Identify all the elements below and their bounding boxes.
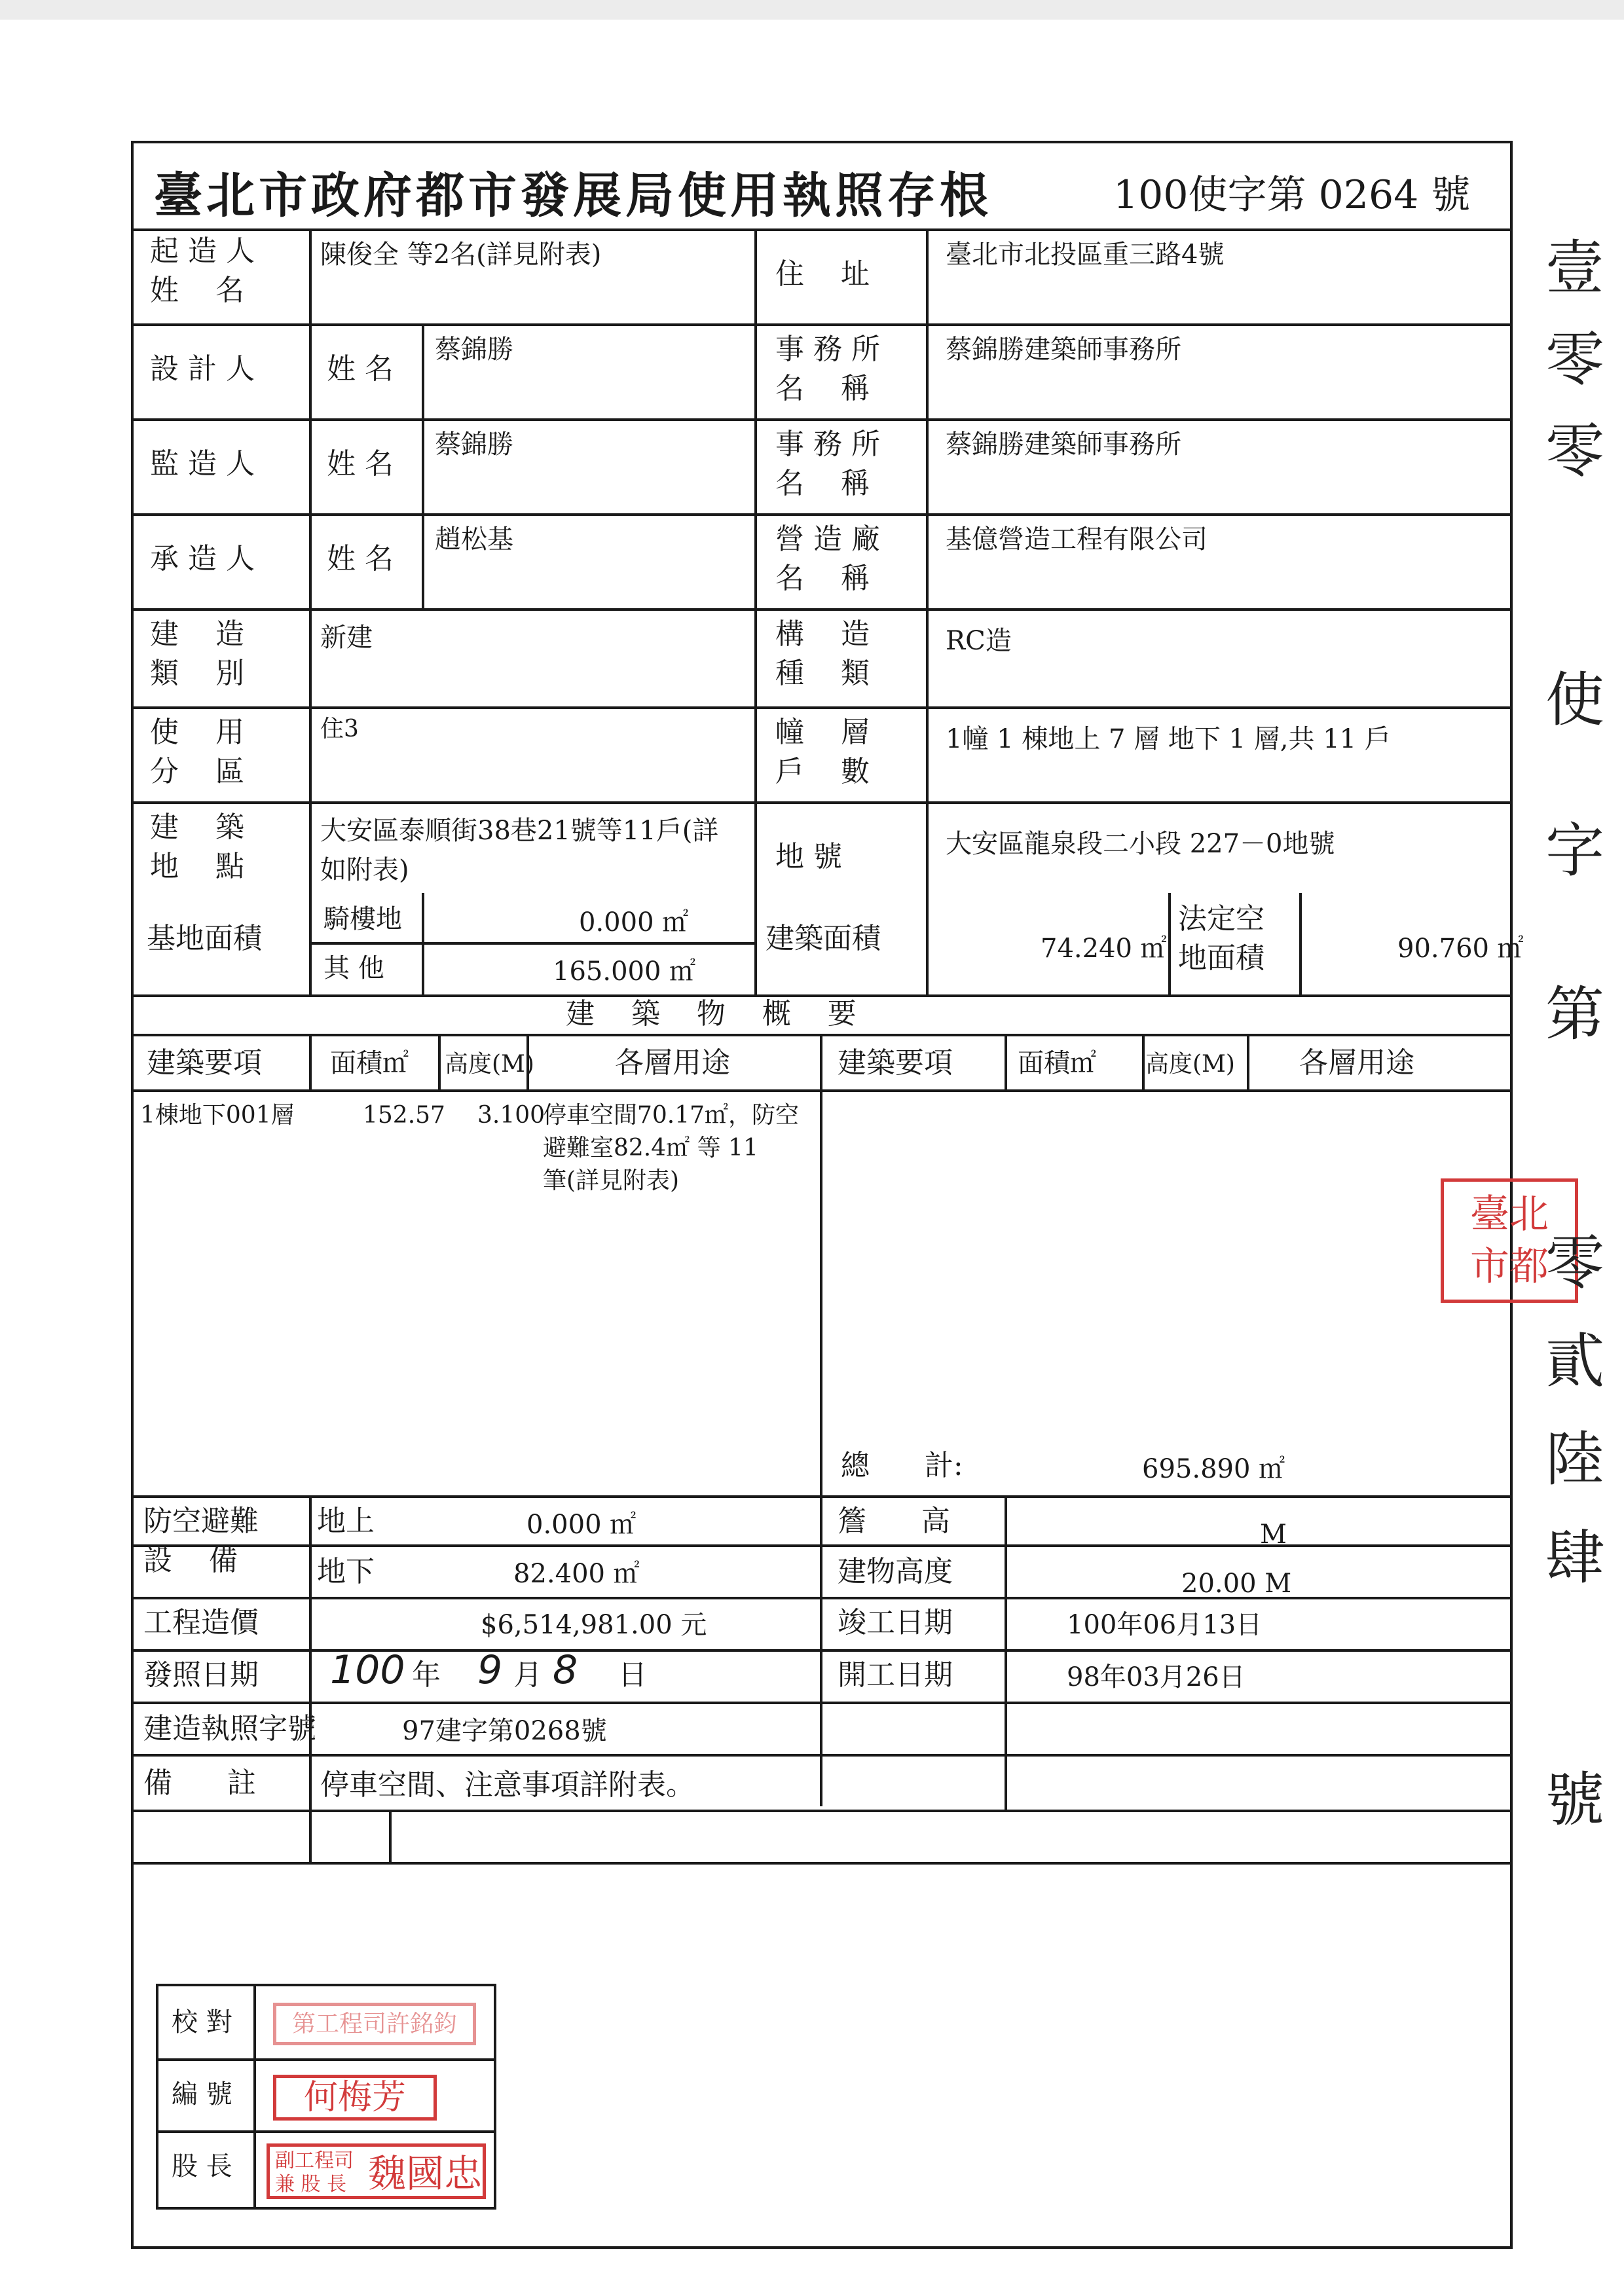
col-item-left: 建築要項 bbox=[147, 1046, 262, 1080]
designer-label: 設 計 人 bbox=[150, 352, 255, 386]
lot-no-label: 地 號 bbox=[775, 840, 842, 873]
contractor-firm-label: 營 造 廠 名 稱 bbox=[775, 522, 880, 595]
supervisor-label: 監 造 人 bbox=[150, 447, 255, 481]
col-usage-left: 各層用途 bbox=[615, 1046, 730, 1080]
bldg-height-label: 建物高度 bbox=[838, 1555, 953, 1588]
side-char: 使 bbox=[1545, 666, 1604, 735]
designer-value: 蔡錦勝 bbox=[435, 335, 513, 365]
col-area-right: 面積㎡ bbox=[1018, 1048, 1096, 1078]
side-char: 貳 bbox=[1545, 1327, 1604, 1396]
open-space-value: 90.760 ㎡ bbox=[1397, 934, 1524, 964]
other-label: 其 他 bbox=[323, 953, 384, 983]
permit-number: 100使字第 0264 號 bbox=[1113, 172, 1471, 218]
bldg-height-value: 20.00 M bbox=[1181, 1569, 1292, 1599]
supervisor-office-label: 事 務 所 名 稱 bbox=[775, 428, 880, 500]
location-value: 大安區泰順街38巷21號等11戶(詳 如附表) bbox=[320, 816, 719, 885]
start-date-value: 98年03月26日 bbox=[1067, 1662, 1246, 1692]
address-value: 臺北市北投區重三路4號 bbox=[946, 240, 1225, 270]
completion-value: 100年06月13日 bbox=[1067, 1610, 1263, 1640]
floors-value: 1幢 1 棟地上 7 層 地下 1 層,共 11 戶 bbox=[946, 724, 1391, 754]
supervisor-office-value: 蔡錦勝建築師事務所 bbox=[946, 429, 1181, 460]
issue-day-unit: 日 bbox=[618, 1658, 647, 1692]
checker-seal: 第工程司許銘鈞 bbox=[273, 2003, 476, 2045]
col-area-left: 面積㎡ bbox=[330, 1048, 409, 1078]
bureau-seal: 臺北 市都 bbox=[1441, 1178, 1578, 1303]
chief-seal bbox=[267, 2143, 486, 2199]
total-area-value: 695.890 ㎡ bbox=[1142, 1454, 1285, 1484]
build-type-label: 建 造 類 別 bbox=[150, 617, 244, 690]
side-char: 字 bbox=[1545, 816, 1604, 885]
lot-no-value: 大安區龍泉段二小段 227－0地號 bbox=[946, 829, 1335, 859]
other-area-value: 165.000 ㎡ bbox=[553, 957, 696, 987]
zoning-label: 使 用 分 區 bbox=[150, 716, 244, 788]
issue-year-unit: 年 bbox=[412, 1658, 441, 1692]
overview-title: 建 築 物 概 要 bbox=[566, 997, 857, 1030]
permit-form bbox=[131, 141, 1524, 2249]
open-space-label: 法定空 地面積 bbox=[1178, 902, 1264, 975]
location-label: 建 築 地 點 bbox=[150, 811, 244, 883]
side-char: 零 bbox=[1545, 1229, 1604, 1298]
supervisor-value: 蔡錦勝 bbox=[435, 429, 513, 460]
structure-type-value: RC造 bbox=[946, 626, 1012, 656]
scan-edge bbox=[0, 0, 1624, 20]
side-char: 肆 bbox=[1545, 1523, 1604, 1592]
applicant-value: 陳俊全 等2名(詳見附表) bbox=[320, 240, 602, 270]
floor-usage: 停車空間70.17㎡，防空 避難室82.4㎡ 等 11 筆(詳見附表) bbox=[543, 1102, 800, 1194]
address-label: 住 址 bbox=[775, 257, 870, 291]
numberer-seal: 何梅芳 bbox=[273, 2075, 437, 2121]
structure-type-label: 構 造 種 類 bbox=[775, 617, 870, 690]
floor-height: 3.100 bbox=[477, 1102, 545, 1129]
total-label: 總 計: bbox=[841, 1449, 963, 1482]
col-item-right: 建築要項 bbox=[838, 1046, 953, 1080]
shelter-below-label: 地下 bbox=[317, 1555, 375, 1588]
numbering-label: 編 號 bbox=[172, 2079, 232, 2109]
completion-label: 竣工日期 bbox=[838, 1606, 953, 1639]
chief-seal-name: 魏國忠 bbox=[368, 2151, 483, 2196]
chief-seal-title: 副工程司 兼 股 長 bbox=[275, 2149, 354, 2196]
permit-ref-value: 97建字第0268號 bbox=[402, 1716, 607, 1746]
check-label: 校 對 bbox=[172, 2007, 232, 2037]
designer-office-label: 事 務 所 名 稱 bbox=[775, 333, 880, 405]
cost-value: $6,514,981.00 元 bbox=[481, 1610, 707, 1640]
contractor-value: 趙松基 bbox=[435, 524, 513, 555]
contractor-label: 承 造 人 bbox=[150, 542, 255, 575]
shelter-label: 防空避難 設 備 bbox=[143, 1504, 259, 1577]
floors-label: 幢 層 戶 數 bbox=[775, 716, 870, 788]
side-char: 號 bbox=[1545, 1766, 1604, 1834]
issue-month: 9 bbox=[477, 1647, 503, 1693]
supervisor-name-label: 姓 名 bbox=[327, 447, 394, 481]
designer-name-label: 姓 名 bbox=[327, 352, 394, 386]
applicant-label: 起 造 人 姓 名 bbox=[150, 234, 255, 307]
issue-date-label: 發照日期 bbox=[143, 1658, 259, 1692]
designer-office-value: 蔡錦勝建築師事務所 bbox=[946, 335, 1181, 365]
col-usage-right: 各層用途 bbox=[1299, 1046, 1414, 1080]
arcade-label: 騎樓地 bbox=[323, 904, 402, 934]
shelter-above-value: 0.000 ㎡ bbox=[526, 1510, 637, 1540]
zoning-value: 住3 bbox=[320, 716, 359, 742]
issue-month-unit: 月 bbox=[513, 1658, 542, 1692]
floor-area: 152.57 bbox=[363, 1102, 445, 1129]
build-type-value: 新建 bbox=[320, 623, 373, 653]
arcade-area-value: 0.000 ㎡ bbox=[579, 907, 689, 938]
building-area-label: 建築面積 bbox=[766, 922, 881, 955]
eaves-value: M bbox=[1260, 1520, 1287, 1550]
eaves-label: 簷 高 bbox=[838, 1504, 950, 1538]
document-title: 臺北市政府都市發展局使用執照存根 bbox=[154, 168, 992, 224]
issue-day: 8 bbox=[553, 1647, 578, 1693]
side-char: 零 bbox=[1545, 417, 1604, 486]
remarks-value: 停車空間、注意事項詳附表。 bbox=[320, 1768, 695, 1802]
issue-year: 100 bbox=[330, 1647, 405, 1693]
contractor-firm-value: 基億營造工程有限公司 bbox=[946, 524, 1208, 555]
contractor-name-label: 姓 名 bbox=[327, 542, 394, 575]
side-char: 陸 bbox=[1545, 1425, 1604, 1494]
remarks-label: 備 註 bbox=[143, 1766, 256, 1800]
start-date-label: 開工日期 bbox=[838, 1658, 953, 1692]
building-area-value: 74.240 ㎡ bbox=[1041, 934, 1167, 964]
side-char: 零 bbox=[1545, 325, 1604, 394]
col-height-right: 高度(M) bbox=[1145, 1051, 1235, 1078]
site-area-label: 基地面積 bbox=[147, 922, 262, 955]
side-char: 第 bbox=[1545, 980, 1604, 1049]
shelter-above-label: 地上 bbox=[317, 1504, 375, 1538]
approval-box bbox=[156, 1984, 496, 2210]
permit-ref-label: 建造執照字號 bbox=[143, 1712, 316, 1745]
shelter-below-value: 82.400 ㎡ bbox=[513, 1559, 640, 1589]
cost-label: 工程造價 bbox=[143, 1606, 259, 1639]
col-height-left: 高度(M) bbox=[445, 1051, 534, 1078]
side-char: 壹 bbox=[1545, 234, 1604, 302]
chief-label: 股 長 bbox=[172, 2151, 232, 2181]
floor-item: 1棟地下001層 bbox=[140, 1102, 295, 1129]
